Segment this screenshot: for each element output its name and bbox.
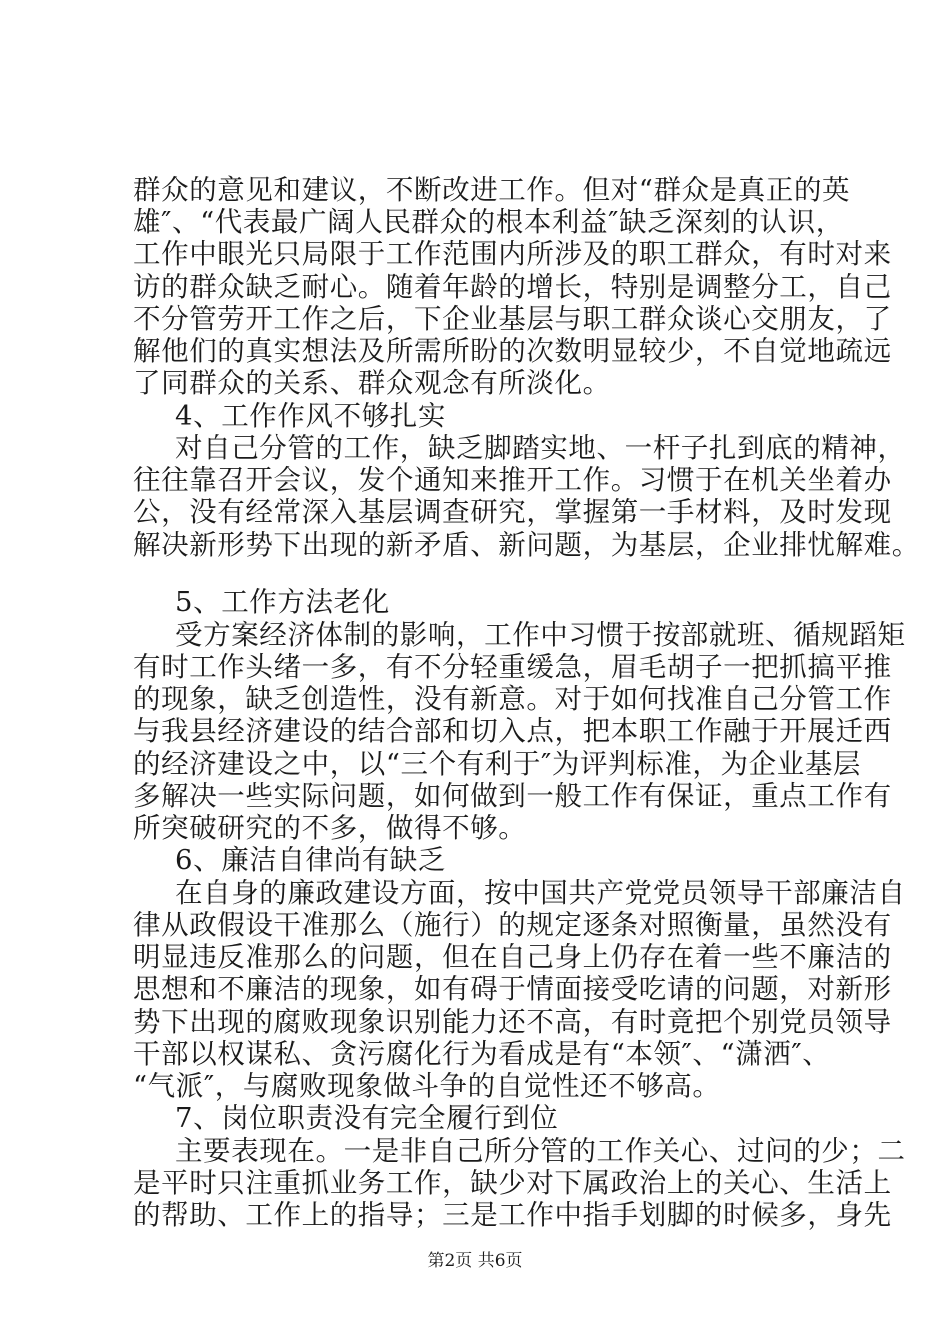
text-line: 所突破研究的不多，做得不够。 <box>133 812 527 844</box>
text-line: 在自身的廉政建设方面，按中国共产党党员领导干部廉洁自 <box>175 877 906 909</box>
text-line: 思想和不廉洁的现象，如有碍于情面接受吃请的问题，对新形 <box>133 973 892 1005</box>
text-line: 往往靠召开会议，发个通知来推开工作。习惯于在机关坐着办 <box>133 464 892 496</box>
text-line: 与我县经济建设的结合部和切入点，把本职工作融于开展迁西 <box>133 715 892 747</box>
text-line: 受方案经济体制的影响，工作中习惯于按部就班、循规蹈矩 <box>175 619 906 651</box>
section-heading: 4、工作作风不够扎实 <box>175 400 446 432</box>
text-line: “气派″，与腐败现象做斗争的自觉性还不够高。 <box>133 1070 721 1102</box>
text-line: 工作中眼光只局限于工作范围内所涉及的职工群众，有时对来 <box>133 238 892 270</box>
text-line: 了同群众的关系、群众观念有所淡化。 <box>133 367 611 399</box>
text-line: 势下出现的腐败现象识别能力还不高，有时竟把个别党员领导 <box>133 1006 892 1038</box>
text-line: 的帮助、工作上的指导；三是工作中指手划脚的时候多，身先 <box>133 1199 892 1231</box>
section-heading: 6、廉洁自律尚有缺乏 <box>175 844 446 876</box>
text-line: 公，没有经常深入基层调查研究，掌握第一手材料，及时发现 <box>133 496 892 528</box>
text-line: 主要表现在。一是非自己所分管的工作关心、过问的少；二 <box>175 1135 906 1167</box>
text-line: 对自己分管的工作，缺乏脚踏实地、一杆子扎到底的精神， <box>175 432 906 464</box>
page-number-footer: 第2页 共6页 <box>427 1251 523 1271</box>
text-line: 的现象，缺乏创造性，没有新意。对于如何找准自己分管工作 <box>133 683 892 715</box>
text-line: 干部以权谋私、贪污腐化行为看成是有“本领″、“潇洒″、 <box>133 1038 831 1070</box>
text-line: 律从政假设干准那么（施行）的规定逐条对照衡量，虽然没有 <box>133 909 892 941</box>
section-heading: 5、工作方法老化 <box>175 586 390 618</box>
text-line: 解决新形势下出现的新矛盾、新问题，为基层，企业排忧解难。 <box>133 529 920 561</box>
text-line: 访的群众缺乏耐心。随着年龄的增长，特别是调整分工，自己 <box>133 271 892 303</box>
text-line: 解他们的真实想法及所需所盼的次数明显较少，不自觉地疏远 <box>133 335 892 367</box>
text-line: 群众的意见和建议，不断改进工作。但对“群众是真正的英 <box>133 174 851 206</box>
text-line: 的经济建设之中，以“三个有利于″为评判标准，为企业基层 <box>133 748 862 780</box>
section-heading: 7、岗位职责没有完全履行到位 <box>175 1102 559 1134</box>
text-line: 多解决一些实际问题，如何做到一般工作有保证，重点工作有 <box>133 780 892 812</box>
text-line: 有时工作头绪一多，有不分轻重缓急，眉毛胡子一把抓搞平推 <box>133 651 892 683</box>
text-line: 雄″、“代表最广阔人民群众的根本利益″缺乏深刻的认识， <box>133 206 844 238</box>
text-line: 不分管劳开工作之后，下企业基层与职工群众谈心交朋友，了 <box>133 303 892 335</box>
text-line: 是平时只注重抓业务工作，缺少对下属政治上的关心、生活上 <box>133 1167 892 1199</box>
text-line: 明显违反准那么的问题，但在自己身上仍存在着一些不廉洁的 <box>133 941 892 973</box>
